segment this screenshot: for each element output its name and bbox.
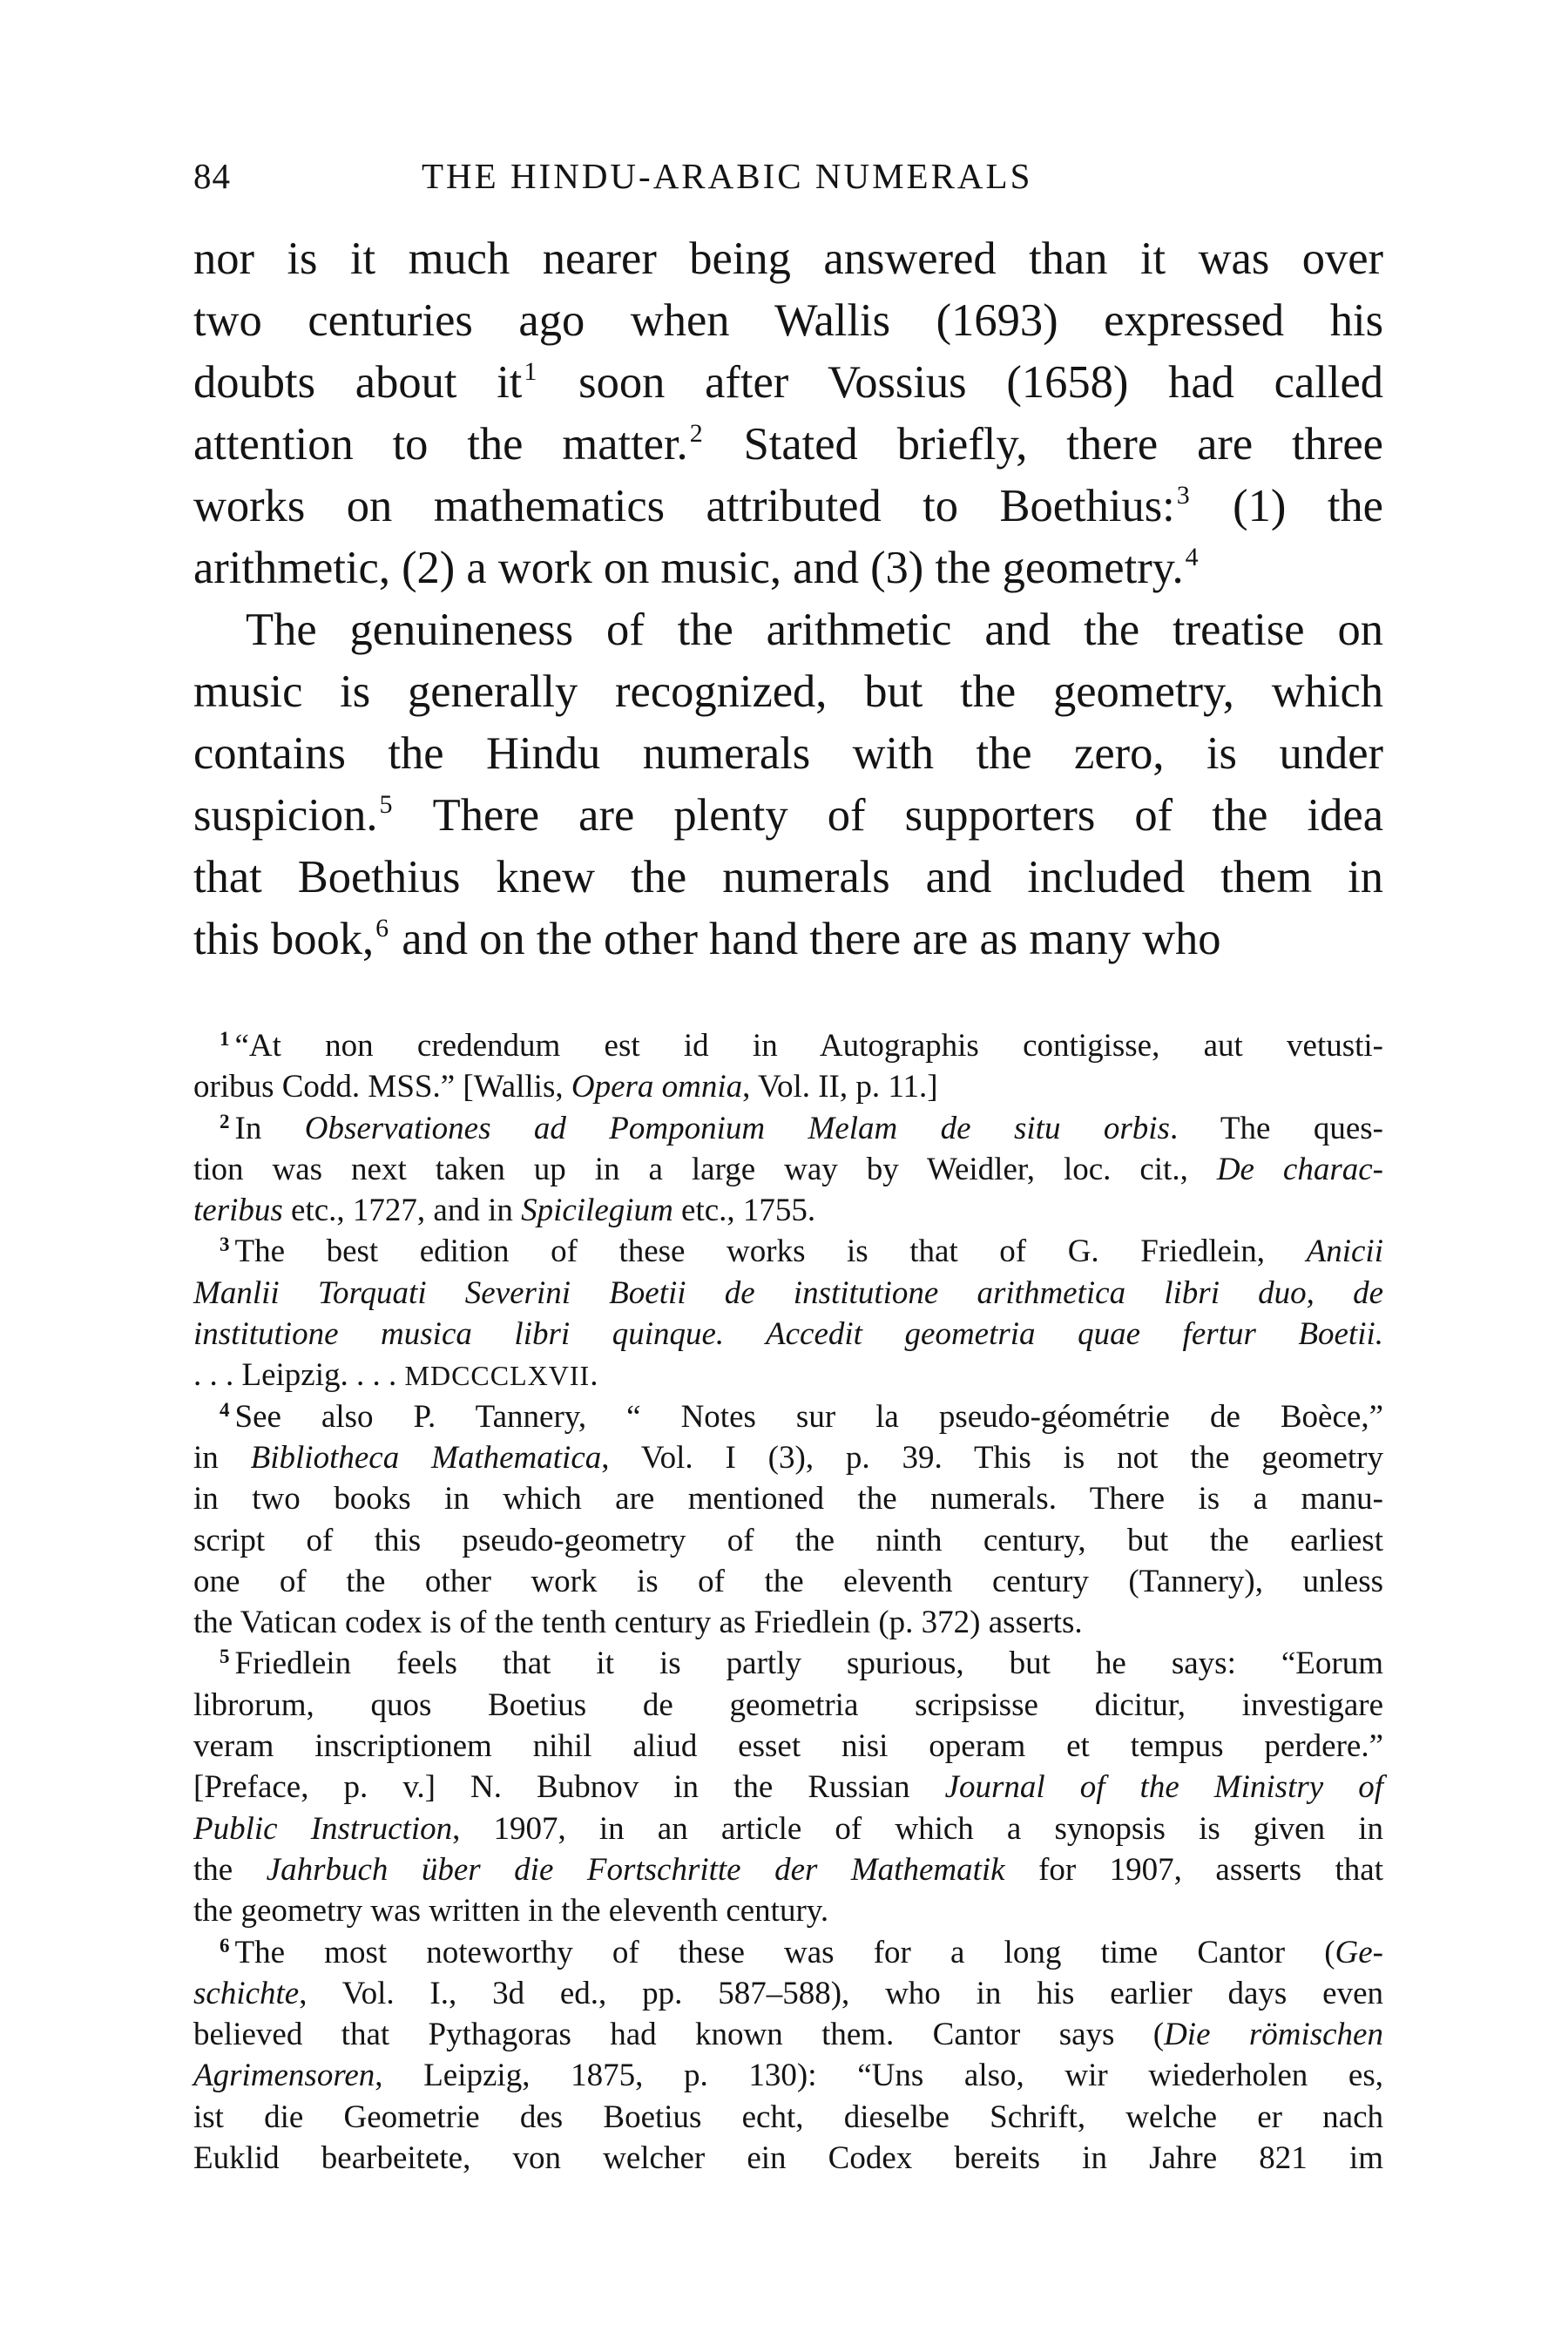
text-line: nor is it much nearer being answered than it was over — [193, 233, 1383, 284]
footnote-5: $^5$ Friedlein feels that it is partly spurious, but he says: “Eorum — [220, 1646, 1383, 1682]
footnote-mark: 3 — [220, 1233, 230, 1256]
footnote-line: tion was next taken up in a large way by Weidler, loc. cit., De charac- — [193, 1151, 1383, 1187]
text-line: that Boethius knew the numerals and included them in — [193, 852, 1383, 902]
page-number: 84 — [193, 156, 231, 196]
text-line: music is generally recognized, but the geometry, which — [193, 666, 1383, 717]
footnote-line: . . . Leipzig. . . . MDCCCLXVII. — [193, 1357, 598, 1394]
footnote-line: Euklid bearbeitete, von welcher ein Codex bereits in Jahre 821 im — [193, 2140, 1383, 2177]
footnote-line: [Preface, p. v.] N. Bubnov in the Russian Journal of the Ministry of — [193, 1769, 1383, 1806]
footnote-line: veram inscriptionem nihil aliud esset nisi operam et tempus perdere.” — [193, 1728, 1383, 1765]
text-line: this book,$^6$ and on the other hand there are as many who — [193, 914, 1221, 964]
text-line: attention to the matter.$^2$ Stated briefly, there are three — [193, 419, 1383, 470]
text-line: works on mathematics attributed to Boethius:$^3$ (1) the — [193, 481, 1383, 531]
text-line: suspicion.$^5$ There are plenty of supporters of the idea — [193, 790, 1383, 841]
footnote-4: $^4$ See also P. Tannery, “ Notes sur la pseudo-géométrie de Boèce,” — [220, 1398, 1383, 1435]
footnote-line: institutione musica libri quinque. Accedit geometria quae fertur Boetii. — [193, 1316, 1383, 1353]
footnote-mark: 4 — [220, 1398, 230, 1421]
text-line: doubts about $it^1$ soon after Vossius (1658) had called — [193, 357, 1384, 408]
footnote-line: in Bibliotheca Mathematica, Vol. I (3), p. 39. This is not the geometry — [193, 1439, 1383, 1476]
footnote-3: $^3$ The best edition of these works is that of G. Friedlein, Anicii — [220, 1233, 1383, 1270]
running-title: THE HINDU-ARABIC NUMERALS — [422, 156, 1033, 196]
footnote-ref: 5 — [379, 790, 393, 819]
footnote-6: $^6$ The most noteworthy of these was for a long time Cantor (Ge- — [220, 1934, 1383, 1970]
footnote-line: oribus Codd. MSS.” [Wallis, Opera omnia, Vol. II, p. 11.] — [193, 1069, 938, 1105]
text-line: two centuries ago when Wallis (1693) expressed his — [193, 295, 1383, 346]
footnotes — [193, 1025, 1383, 2179]
body-text — [193, 228, 1383, 970]
text-line: arithmetic, (2) a work on music, and (3) the geometry.$^4$ — [193, 543, 1199, 593]
footnote-line: the Jahrbuch über die Fortschritte der Mathematik for 1907, asserts that — [193, 1851, 1383, 1888]
footnote-ref: 2 — [689, 419, 703, 448]
footnote-ref: 1 — [524, 357, 537, 386]
text-line: contains the Hindu numerals with the zero, is under — [193, 728, 1383, 779]
footnote-mark: 6 — [220, 1934, 230, 1957]
footnote-1: $^1$ “At non credendum est id in Autographis contigisse, aut vetusti- — [220, 1028, 1383, 1064]
footnote-ref: 3 — [1176, 481, 1190, 510]
footnote-line: the Vatican codex is of the tenth century as Friedlein (p. 372) asserts. — [193, 1605, 1083, 1641]
text-line: The genuineness of the arithmetic and the treatise on — [246, 605, 1383, 655]
footnote-line: in two books in which are mentioned the numerals. There is a manu- — [193, 1481, 1383, 1517]
footnote-line: Manlii Torquati Severini Boetii de institutione arithmetica libri duo, de — [193, 1274, 1383, 1311]
footnote-line: schichte, Vol. I., 3d ed., pp. 587–588), who in his earlier days even — [193, 1975, 1383, 2011]
footnote-line: believed that Pythagoras had known them. Cantor says (Die römischen — [193, 2017, 1383, 2053]
footnote-mark: 1 — [220, 1028, 230, 1050]
footnote-line: Agrimensoren, Leipzig, 1875, p. 130): “Uns also, wir wiederholen es, — [193, 2058, 1383, 2094]
footnote-line: the geometry was written in the eleventh century. — [193, 1893, 829, 1930]
footnote-line: teribus etc., 1727, and in Spicilegium etc., 1755. — [193, 1193, 816, 1229]
footnote-2: $^2$ In Observationes ad Pomponium Melam de situ orbis. The ques- — [220, 1110, 1383, 1146]
footnote-line: Public Instruction, 1907, in an article of which a synopsis is given in — [193, 1810, 1384, 1847]
footnote-line: ist die Geometrie des Boetius echt, dieselbe Schrift, welche er nach — [193, 2099, 1383, 2135]
footnote-line: script of this pseudo-geometry of the ninth century, but the earliest — [193, 1522, 1383, 1558]
footnote-line: one of the other work is of the eleventh century (Tannery), unless — [193, 1563, 1383, 1599]
footnote-mark: 2 — [220, 1110, 230, 1132]
footnote-ref: 6 — [375, 914, 389, 943]
footnote-mark: 5 — [220, 1646, 230, 1668]
running-head — [193, 155, 1394, 207]
footnote-line: librorum, quos Boetius de geometria scripsisse dicitur, investigare — [193, 1686, 1383, 1723]
footnote-ref: 4 — [1185, 543, 1199, 571]
